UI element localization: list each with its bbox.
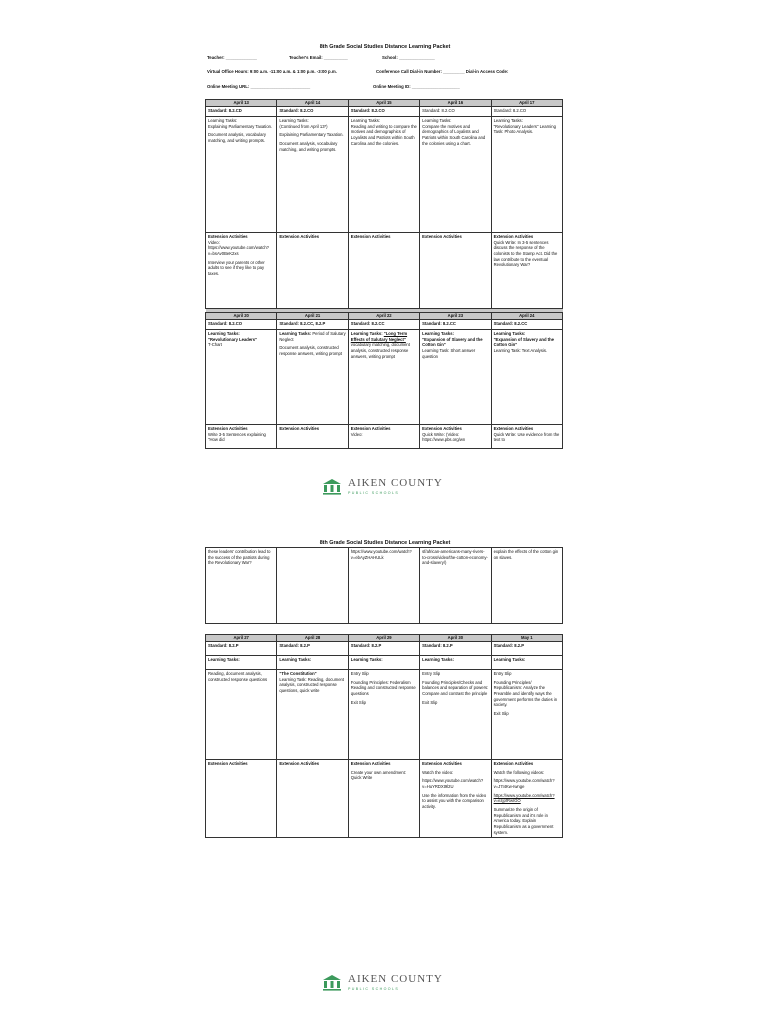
task-head: Learning Tasks: bbox=[350, 118, 381, 123]
extension-row bbox=[206, 425, 563, 449]
standard-row bbox=[206, 642, 563, 656]
date-cell: April 24 bbox=[491, 313, 562, 320]
standard-cell: Standard: 8.2.CC bbox=[348, 320, 419, 330]
date-cell: April 13 bbox=[206, 100, 277, 107]
task-head-cell: Learning Tasks: bbox=[348, 656, 419, 670]
task-cell bbox=[491, 117, 562, 233]
date-cell: April 20 bbox=[206, 313, 277, 320]
task-topic: "Expansion of Slavery and the Cotton Gin" bbox=[422, 336, 483, 348]
task-head: Learning Tasks: bbox=[350, 331, 383, 336]
extension-cell bbox=[420, 425, 491, 449]
task-body: Explaining Parliamentary Taxation. bbox=[208, 123, 273, 129]
task-head: Learning Tasks: bbox=[422, 118, 452, 123]
task-topic: "Expansion of Slavery and the Cotton Gin" bbox=[493, 336, 554, 348]
standard-cell: Standard: 8.2.P bbox=[206, 642, 277, 656]
continuation-cell bbox=[277, 548, 348, 624]
conference-field: Conference Call Dial-in Number: _________ Dial-in Access Code: bbox=[376, 69, 509, 74]
extension-cell bbox=[348, 425, 419, 449]
extension-cell bbox=[420, 233, 491, 309]
task-cell bbox=[491, 670, 562, 760]
standard-cell: Standard: 8.2.CC bbox=[491, 320, 562, 330]
task-body: "Revolutionary Leaders" Learning Task: Photo Analysis. bbox=[493, 123, 556, 135]
date-cell: April 27 bbox=[206, 635, 277, 642]
task-title: Entry Slip bbox=[350, 671, 369, 676]
task-body: Learning Task: Short answer question bbox=[422, 348, 476, 359]
district-logo bbox=[322, 478, 443, 495]
task-cell bbox=[348, 117, 419, 233]
task-head: Learning Tasks: bbox=[208, 118, 238, 123]
task-cell bbox=[206, 330, 277, 425]
extension-head: Extension Activities bbox=[422, 426, 462, 431]
extension-head: Extension Activities bbox=[350, 234, 391, 239]
extension-head: Extension Activities bbox=[493, 761, 534, 766]
task-head: Learning Tasks: bbox=[493, 118, 523, 123]
logo-name: AIKEN COUNTY bbox=[348, 477, 443, 489]
extension-cell bbox=[206, 425, 277, 449]
extension-head: Extension Activities bbox=[422, 761, 462, 766]
continuation-cell[interactable]: sf/african-americans-many-rivers-to-cross/video/the-cotton-economy-and-slavery/) bbox=[420, 548, 491, 624]
task-head: Learning Tasks: bbox=[279, 331, 312, 336]
standard-cell: Standard: 8.2.CO bbox=[348, 107, 419, 117]
task-body: vocabulary matching, document analysis, constructed response answers, writing prompt bbox=[350, 342, 410, 359]
logo-subtitle: PUBLIC SCHOOLS bbox=[348, 987, 400, 991]
task-head: Learning Tasks: bbox=[422, 331, 454, 336]
extension-body: Quick Write: In 3-5 sentences discuss the response of the colonists to the Stamp Act. Did the law contribute to the eventual Revolutionary War? bbox=[493, 239, 558, 268]
extension-cell bbox=[206, 760, 277, 838]
standard-cell: Standard: 8.2.P bbox=[491, 642, 562, 656]
extension-head: Extension Activities bbox=[350, 761, 391, 766]
task-body: (Continued from April 13*) bbox=[279, 123, 328, 129]
standard-cell: Standard: 8.2.CC, 8.2.P bbox=[277, 320, 348, 330]
task-exit: Exit Slip bbox=[422, 699, 438, 705]
task-cell bbox=[420, 117, 491, 233]
date-row bbox=[206, 100, 563, 107]
logo-subtitle: PUBLIC SCHOOLS bbox=[348, 491, 400, 495]
extension-head: Extension Activities bbox=[208, 426, 248, 431]
meeting-id-field: Online Meeting ID: ____________________ bbox=[373, 84, 460, 89]
task-head-cell: Learning Tasks: bbox=[277, 656, 348, 670]
extension-cell bbox=[491, 760, 562, 838]
extension-body[interactable]: Video: https://www.youtube.com/watch?v=bsAv0BeK2xs bbox=[208, 239, 269, 257]
task-cell bbox=[277, 670, 348, 760]
task-body: Reading, document analysis, constructed response questions bbox=[208, 671, 268, 682]
extension-head: Extension Activities bbox=[208, 761, 248, 766]
standard-cell: Standard: 8.2.CO bbox=[420, 107, 491, 117]
task-exit: Exit Slip bbox=[350, 699, 366, 705]
date-cell: April 15 bbox=[348, 100, 419, 107]
school-building-icon bbox=[322, 974, 342, 991]
extension-cell bbox=[277, 425, 348, 449]
extension-head: Extension Activities bbox=[208, 234, 248, 239]
office-hours-field: Virtual Office Hours: 9:00 a.m. -11:00 a.m. & 1:00 p.m. -3:00 p.m. bbox=[207, 69, 337, 74]
date-cell: April 28 bbox=[277, 635, 348, 642]
date-cell: May 1 bbox=[491, 635, 562, 642]
standard-row bbox=[206, 107, 563, 117]
task-body: Founding Principles/ Republicanism: Analyze the Preamble and identify ways the government performs the duties in society. bbox=[493, 679, 558, 708]
standard-cell: Standard: 8.2.CC bbox=[420, 320, 491, 330]
task-head: Learning Tasks: bbox=[208, 331, 240, 336]
schedule-table-week3 bbox=[205, 634, 563, 838]
task-body: Founding Principles: Federalism Reading and constructed response questions bbox=[350, 679, 416, 697]
extension-head: Extension Activities bbox=[279, 234, 320, 239]
date-row bbox=[206, 635, 563, 642]
extension-head: Extension Activities bbox=[350, 426, 391, 431]
standard-cell: Standard: 8.2.CO bbox=[491, 107, 562, 117]
extension-row bbox=[206, 760, 563, 838]
extension-head: Extension Activities bbox=[493, 426, 534, 431]
logo-name: AIKEN COUNTY bbox=[348, 973, 443, 985]
extension-head: Extension Activities bbox=[422, 234, 462, 239]
extension-line: Watch the video: bbox=[422, 769, 454, 775]
extension-head: Extension Activities bbox=[279, 426, 320, 431]
task-cell bbox=[206, 117, 277, 233]
tasks-row bbox=[206, 330, 563, 425]
doc-title-page2: 8th Grade Social Studies Distance Learning Packet bbox=[319, 540, 451, 546]
task-body: Founding Principles/Checks and balances and separation of powers: Compare and contrast the principle bbox=[422, 679, 489, 697]
extension-body: Quick Write: Use evidence from the text to bbox=[493, 431, 560, 443]
extension-head: Extension Activities bbox=[493, 234, 534, 239]
task-cell bbox=[348, 330, 419, 425]
teacher-field: Teacher: _____________ bbox=[207, 55, 257, 60]
extension-body[interactable]: Quick Write: (Video: https://www.pbs.org/wn bbox=[422, 431, 466, 443]
task-extra: Document analysis, vocabulary matching, and writing prompts. bbox=[208, 132, 266, 144]
extension-cell bbox=[206, 233, 277, 309]
date-cell: April 30 bbox=[420, 635, 491, 642]
continuation-cell: these leaders' contribution lead to the success of the patriots during the Revolutionary War? bbox=[206, 548, 277, 624]
standard-cell: Standard: 8.2.P bbox=[348, 642, 419, 656]
standard-cell: Standard: 8.2.CD bbox=[206, 107, 277, 117]
task-head-row bbox=[206, 656, 563, 670]
task-cell bbox=[491, 330, 562, 425]
date-row bbox=[206, 313, 563, 320]
extension-link[interactable]: https://www.youtube.com/watch?v=HuYRDXt9l2U bbox=[422, 778, 484, 790]
doc-title: 8th Grade Social Studies Distance Learning Packet bbox=[319, 44, 451, 50]
standard-cell: Standard: 8.2.P bbox=[277, 642, 348, 656]
task-exit: Exit Slip bbox=[493, 711, 509, 717]
standard-row bbox=[206, 320, 563, 330]
task-extra: Document analysis, vocabulary matching, and writing prompts. bbox=[279, 141, 338, 152]
extension-line: Summarize the origin of Republicanism and it's role in America today. Explain Republicanism as a government system. bbox=[493, 807, 554, 835]
extension-extra: Interview your parents or other adults to see if they like to pay taxes. bbox=[208, 259, 265, 277]
task-topic: "Revolutionary Leaders" bbox=[208, 336, 258, 342]
task-title: Entry Slip bbox=[493, 671, 512, 676]
extension-line: Watch the following videos: bbox=[493, 769, 545, 775]
district-logo-page2 bbox=[322, 974, 443, 991]
teacher-email-field: Teacher's Email: __________ bbox=[289, 55, 348, 60]
task-extra: Explaining Parliamentary Taxation. bbox=[279, 132, 344, 138]
task-body: T-Chart bbox=[208, 342, 222, 348]
tasks-row bbox=[206, 117, 563, 233]
task-cell bbox=[420, 330, 491, 425]
date-cell: April 14 bbox=[277, 100, 348, 107]
extension-cell bbox=[348, 760, 419, 838]
extension-body: Video: bbox=[350, 431, 363, 437]
task-title: Entry Slip bbox=[422, 671, 441, 676]
extension-row bbox=[206, 233, 563, 309]
continuation-table bbox=[205, 547, 563, 624]
tasks-row bbox=[206, 670, 563, 760]
task-head: Learning Tasks: bbox=[279, 118, 309, 123]
task-topic: "Long Term Effects of Salutary Neglect" bbox=[350, 331, 408, 342]
continuation-cell: explain the effects of the cotton gin on slaves. bbox=[491, 548, 562, 624]
task-body: Compare the motives and demographics of Loyalists and Patriots within South Carolina and the colonies using a chart. bbox=[422, 123, 486, 146]
extension-cell bbox=[277, 233, 348, 309]
extension-line: Use the information from the video to assist you with the comparison activity. bbox=[422, 792, 487, 810]
standard-cell: Standard: 8.2.P bbox=[420, 642, 491, 656]
task-cell bbox=[420, 670, 491, 760]
task-body: Reading and writing to compare the motives and demographics of Loyalists and Patriots within South Carolina and the colonies. bbox=[350, 123, 417, 146]
task-head: Learning Tasks: bbox=[493, 331, 526, 336]
extension-body: Write 3-5 Sentences explaining "How did bbox=[208, 431, 266, 443]
task-topic: Period of Salutary Neglect bbox=[279, 331, 346, 342]
task-head-cell: Learning Tasks: bbox=[420, 656, 491, 670]
date-cell: April 21 bbox=[277, 313, 348, 320]
meeting-url-field: Online Meeting URL: _________________________ bbox=[207, 84, 311, 89]
extension-link[interactable]: https://www.youtube.com/watch?v=J7I4Kw-Iwnge bbox=[493, 778, 555, 790]
date-cell: April 17 bbox=[491, 100, 562, 107]
extension-link[interactable]: https://www.youtube.com/watch?v=ezjpfRwIGO bbox=[493, 792, 555, 804]
continuation-cell[interactable]: https://www.youtube.com/watch?v=ebAyZHAHULk bbox=[348, 548, 419, 624]
task-body: Learning Task: Reading, document analysis, constructed response questions, quick write bbox=[279, 676, 345, 694]
task-extra: Document analysis, constructed response answers, writing prompt bbox=[279, 345, 342, 357]
task-cell bbox=[206, 670, 277, 760]
task-cell bbox=[277, 117, 348, 233]
extension-head: Extension Activities bbox=[279, 761, 320, 766]
task-cell bbox=[277, 330, 348, 425]
task-head-cell: Learning Tasks: bbox=[206, 656, 277, 670]
task-title: "The Constitution" bbox=[279, 671, 317, 676]
extension-cell bbox=[491, 425, 562, 449]
task-body: Learning Task: Text Analysis. bbox=[493, 348, 548, 354]
standard-cell: Standard: 8.2.CO bbox=[277, 107, 348, 117]
extension-cell bbox=[348, 233, 419, 309]
task-cell bbox=[348, 670, 419, 760]
extension-cell bbox=[491, 233, 562, 309]
date-cell: April 22 bbox=[348, 313, 419, 320]
date-cell: April 16 bbox=[420, 100, 491, 107]
school-field: School: _______________ bbox=[382, 55, 435, 60]
date-cell: April 23 bbox=[420, 313, 491, 320]
date-cell: April 29 bbox=[348, 635, 419, 642]
task-head-cell: Learning Tasks: bbox=[491, 656, 562, 670]
extension-cell bbox=[277, 760, 348, 838]
continuation-row bbox=[206, 548, 563, 624]
standard-cell: Standard: 8.2.CO bbox=[206, 320, 277, 330]
extension-cell bbox=[420, 760, 491, 838]
extension-line: Create your own amendment: Quick Write bbox=[350, 769, 406, 781]
school-building-icon bbox=[322, 478, 342, 495]
schedule-table-week1-2 bbox=[205, 99, 563, 449]
